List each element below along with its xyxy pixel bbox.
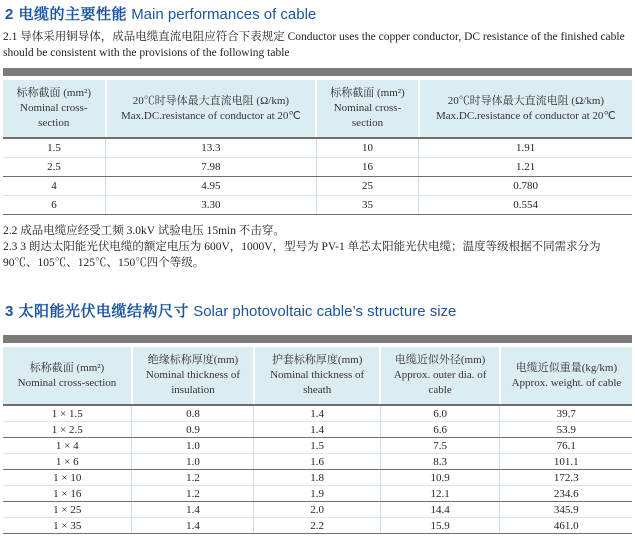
table-cell: 10.9 (380, 470, 500, 486)
structure-table-body (3, 405, 632, 534)
paragraph-2-3: 2.3 3 朗达太阳能光伏电缆的额定电压为 600V，1000V，型号为 PV-1 单芯太阳能光伏电缆；温度等级根据不同需求分为 90℃、105℃、125℃、150℃四个等级。 (3, 241, 601, 269)
table-cell: 2.0 (254, 502, 380, 518)
header-cell-nominal-cross-section-2 (316, 80, 419, 138)
table-cell: 0.8 (132, 405, 254, 422)
dc-resistance-table (3, 80, 632, 215)
section-2-heading-zh: 2 电缆的主要性能 (5, 6, 128, 23)
table-cell: 2.2 (254, 518, 380, 534)
section-3-heading (3, 297, 632, 321)
section-3-heading-zh: 3 太阳能光伏电缆结构尺寸 (5, 303, 190, 320)
header-zh: 20℃时导体最大直流电阻 (Ω/km) (447, 94, 605, 107)
table-cell: 0.780 (419, 177, 632, 196)
table-cell: 1.8 (254, 470, 380, 486)
table-cell: 1 × 10 (3, 470, 132, 486)
table-cell: 15.9 (380, 518, 500, 534)
paragraph-2-1: 2.1 导体采用铜导体，成品电缆直流电阻应符合下表规定 Conductor uses the copper conductor, DC resistance of the finished cable should be consistent with the provisions of the following table (3, 31, 625, 59)
separator-bar-bottom (3, 335, 632, 343)
table-cell: 0.9 (132, 422, 254, 438)
table-cell: 35 (316, 196, 419, 215)
header-cell-approx-weight (500, 347, 632, 405)
header-zh: 20℃时导体最大直流电阻 (Ω/km) (132, 94, 290, 107)
table-row (3, 438, 632, 454)
header-en: Nominal thickness of sheath (270, 369, 365, 396)
header-zh: 电缆近似外径(mm) (394, 354, 486, 366)
header-en: Nominal thickness of insulation (145, 369, 240, 396)
table-cell: 1 × 35 (3, 518, 132, 534)
paragraph-2-2: 2.2 成品电缆应经受工频 3.0kV 试验电压 15min 不击穿。 (3, 225, 285, 237)
table-row (3, 138, 632, 158)
table-cell: 16 (316, 158, 419, 177)
table-cell: 101.1 (500, 454, 632, 470)
header-en: Nominal cross-section (333, 102, 402, 129)
table-cell: 53.9 (500, 422, 632, 438)
table-cell: 1.2 (132, 470, 254, 486)
table-cell: 12.1 (380, 486, 500, 502)
section-3-heading-en: Solar photovoltaic cable’s structure size (193, 303, 457, 320)
header-cell-insulation-thickness (132, 347, 254, 405)
header-cell-nominal-cross-section (3, 347, 132, 405)
table-row (3, 470, 632, 486)
table-cell: 1.4 (254, 405, 380, 422)
table-cell: 6.0 (380, 405, 500, 422)
table-cell: 1.0 (132, 454, 254, 470)
header-cell-max-dc-resistance-2 (419, 80, 632, 138)
header-zh: 标称截面 (mm²) (29, 361, 105, 374)
table-cell: 1 × 1.5 (3, 405, 132, 422)
header-cell-sheath-thickness (254, 347, 380, 405)
table-cell: 3.30 (106, 196, 317, 215)
table-row (3, 196, 632, 215)
separator-bar-top (3, 68, 632, 76)
table-cell: 1.91 (419, 138, 632, 158)
header-zh: 护套标称厚度(mm) (271, 354, 363, 366)
header-en: Nominal cross-section (17, 376, 117, 389)
table-cell: 1 × 2.5 (3, 422, 132, 438)
header-en: Max.DC.resistance of conductor at 20℃ (436, 109, 616, 122)
table-cell: 1.5 (254, 438, 380, 454)
table-row (3, 422, 632, 438)
table-header-row (3, 347, 632, 405)
table-cell: 461.0 (500, 518, 632, 534)
header-cell-max-dc-resistance-1 (106, 80, 317, 138)
header-cell-outer-diameter (380, 347, 500, 405)
table-cell: 76.1 (500, 438, 632, 454)
table-cell: 13.3 (106, 138, 317, 158)
table-cell: 1 × 4 (3, 438, 132, 454)
table-row (3, 158, 632, 177)
table-cell: 1.2 (132, 486, 254, 502)
table-cell: 8.3 (380, 454, 500, 470)
table-row (3, 486, 632, 502)
table-cell: 2.5 (3, 158, 106, 177)
table-row (3, 502, 632, 518)
table-cell: 1.4 (132, 502, 254, 518)
notes-block (3, 223, 632, 271)
header-zh: 绝缘标称厚度(mm) (147, 354, 239, 366)
header-zh: 标称截面 (mm²) (330, 87, 405, 99)
table-cell: 1.4 (254, 422, 380, 438)
table-header-row (3, 80, 632, 138)
table-cell: 10 (316, 138, 419, 158)
table-cell: 1.5 (3, 138, 106, 158)
table-cell: 25 (316, 177, 419, 196)
table-cell: 1.6 (254, 454, 380, 470)
table-cell: 14.4 (380, 502, 500, 518)
table-cell: 7.5 (380, 438, 500, 454)
header-en: Max.DC.resistance of conductor at 20℃ (121, 109, 301, 122)
resistance-table-body (3, 138, 632, 215)
table-cell: 39.7 (500, 405, 632, 422)
table-cell: 1.4 (132, 518, 254, 534)
table-cell: 1.0 (132, 438, 254, 454)
header-zh: 标称截面 (mm²) (16, 87, 91, 99)
table-cell: 1.9 (254, 486, 380, 502)
structure-size-table (3, 347, 632, 534)
table-cell: 1 × 6 (3, 454, 132, 470)
table-cell: 6 (3, 196, 106, 215)
table-cell: 1 × 16 (3, 486, 132, 502)
table-row (3, 518, 632, 534)
table-cell: 7.98 (106, 158, 317, 177)
table-cell: 1 × 25 (3, 502, 132, 518)
table-cell: 4 (3, 177, 106, 196)
section-2-heading-en: Main performances of cable (131, 6, 317, 23)
table-row (3, 177, 632, 196)
table-row (3, 405, 632, 422)
table-cell: 345.9 (500, 502, 632, 518)
section-2-heading (3, 0, 632, 24)
header-zh: 电缆近似重量(kg/km) (515, 361, 618, 374)
header-en: Nominal cross-section (20, 102, 88, 129)
header-en: Approx. weight. of cable (511, 376, 622, 389)
table-cell: 6.6 (380, 422, 500, 438)
table-cell: 0.554 (419, 196, 632, 215)
table-cell: 1.21 (419, 158, 632, 177)
table-row (3, 454, 632, 470)
header-en: Approx. outer dia. of cable (393, 369, 487, 396)
table-cell: 234.6 (500, 486, 632, 502)
table-cell: 172.3 (500, 470, 632, 486)
header-cell-nominal-cross-section-1 (3, 80, 106, 138)
table-cell: 4.95 (106, 177, 317, 196)
